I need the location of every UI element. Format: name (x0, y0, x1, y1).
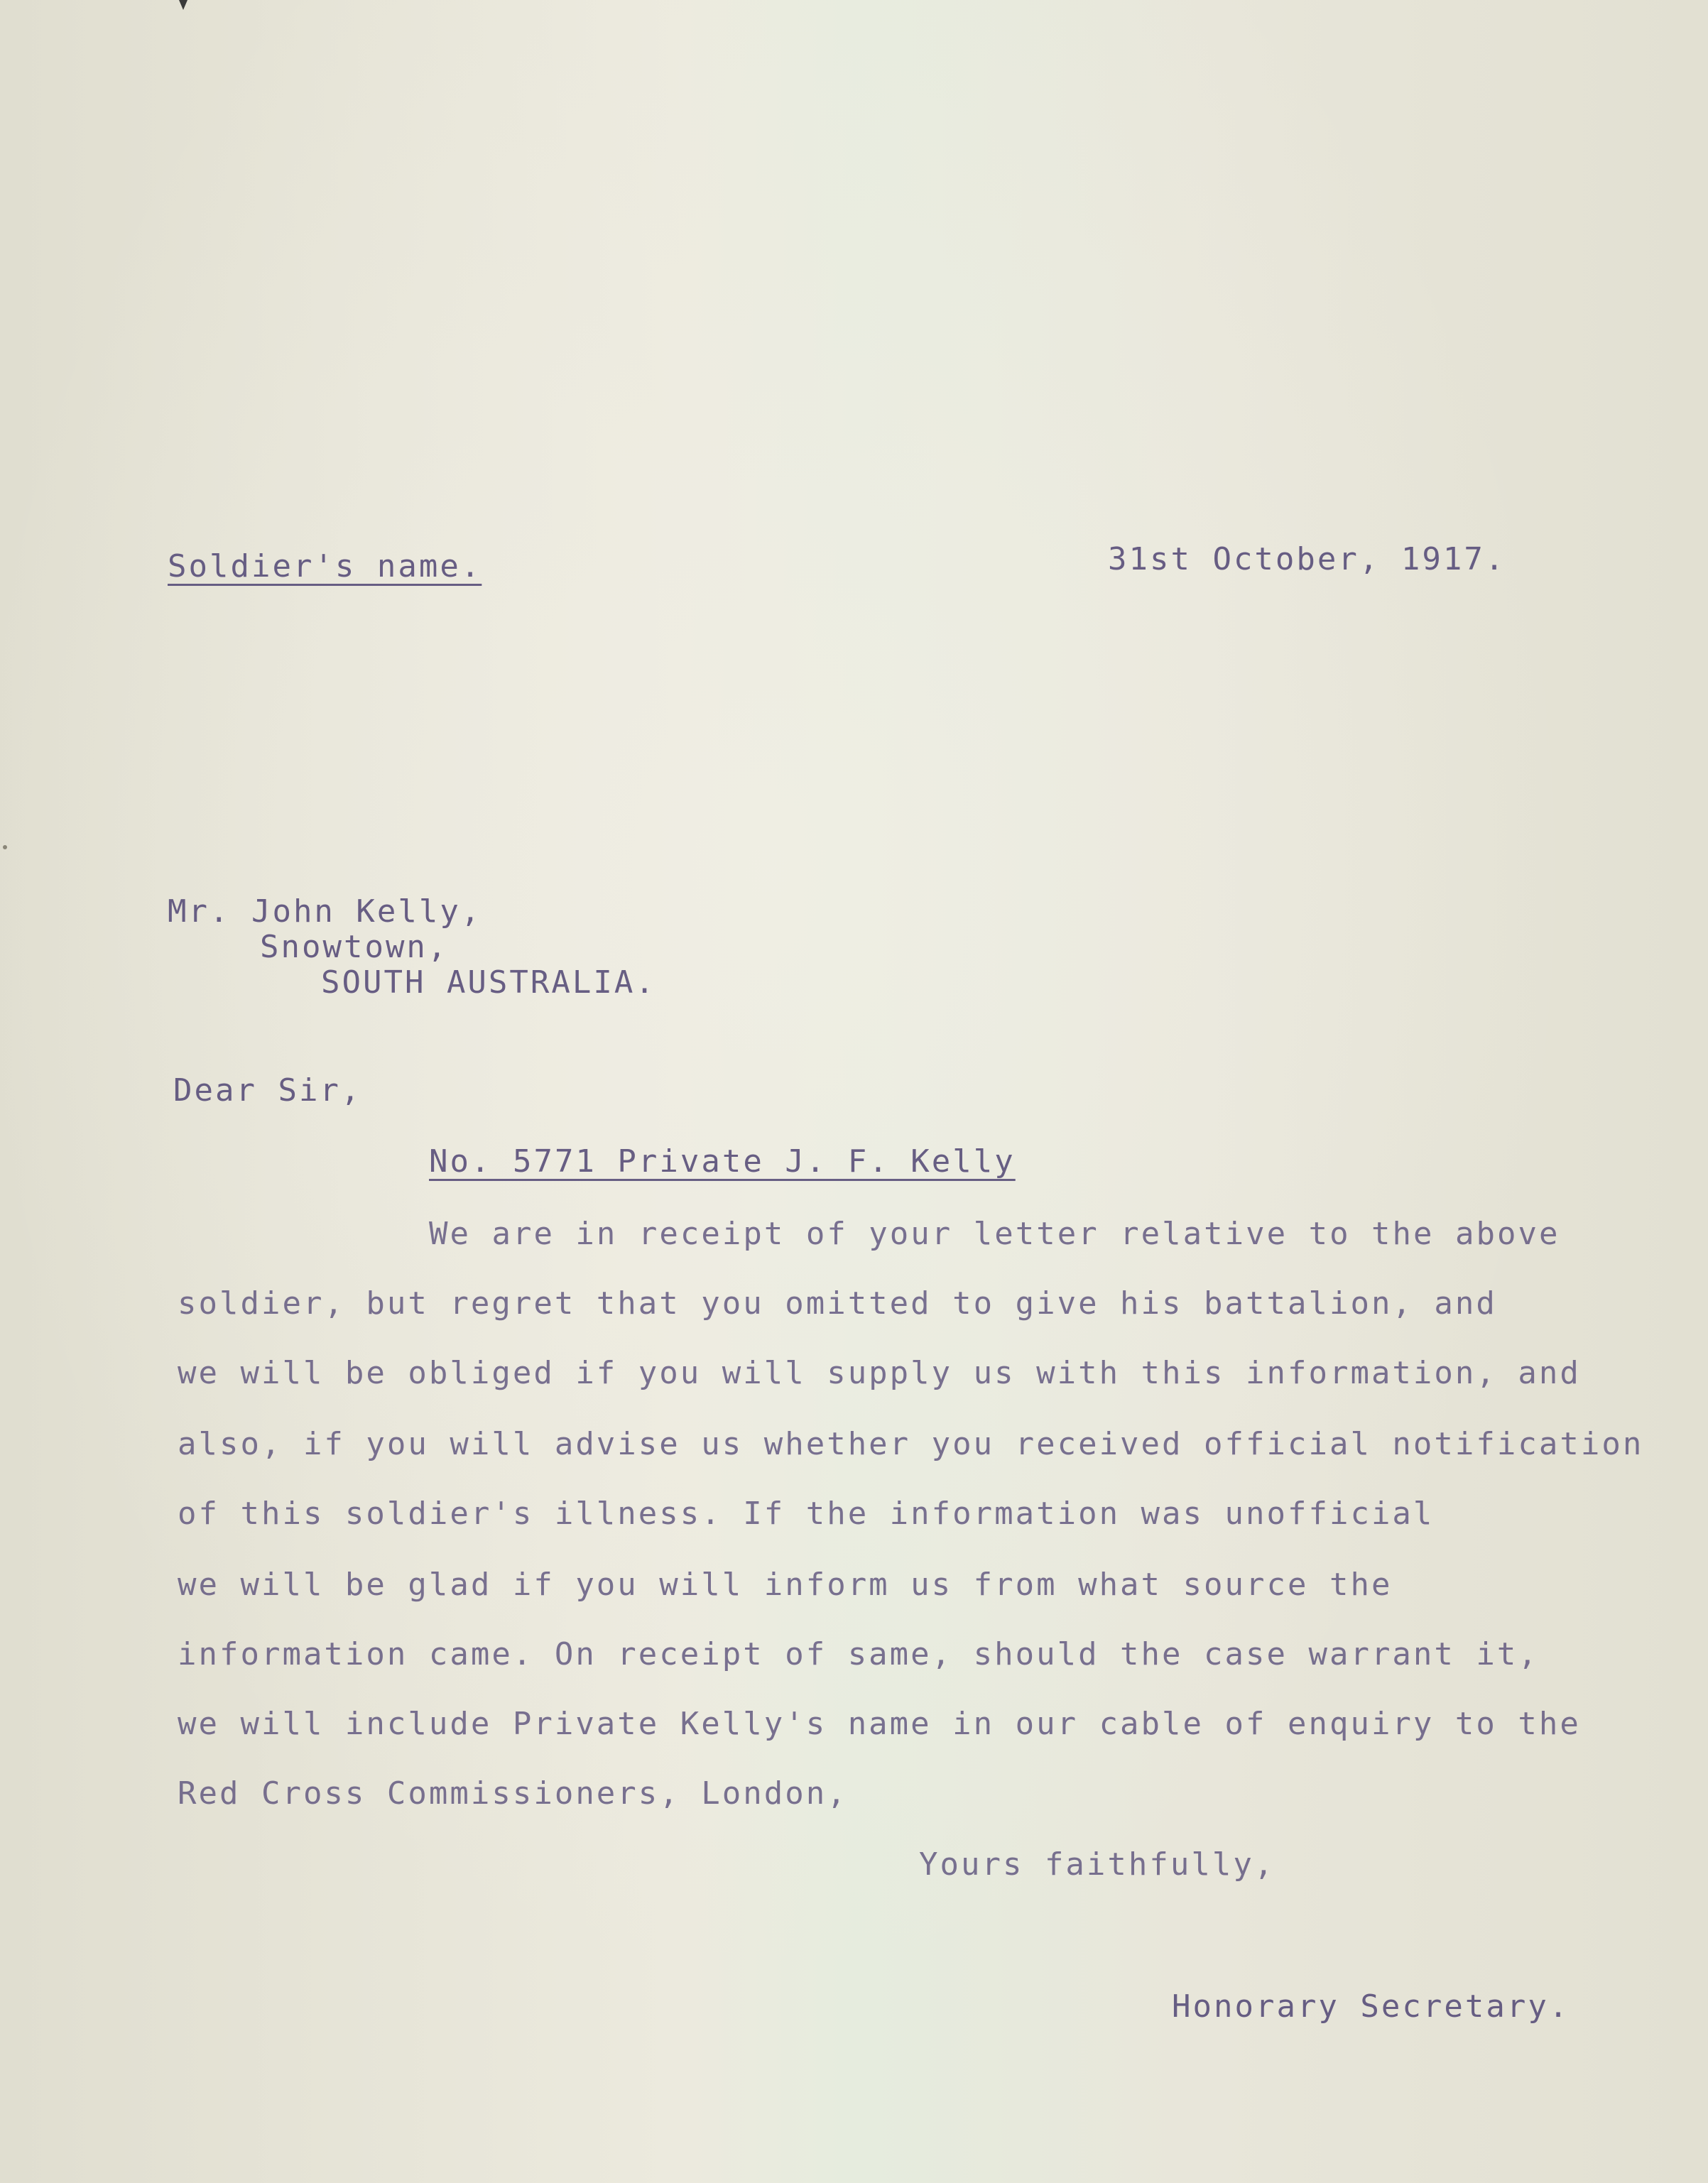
body-line-1: We are in receipt of your letter relative to the above (429, 1216, 1560, 1252)
address-town: Snowtown, (260, 929, 449, 965)
body-line-9: Red Cross Commissioners, London, (178, 1775, 848, 1812)
body-line-6: we will be glad if you will inform us from what source the (178, 1567, 1393, 1603)
soldiers-name-label: Soldier's name. (168, 548, 482, 584)
margin-mark (3, 845, 7, 849)
signature-title: Honorary Secretary. (1172, 1988, 1570, 2025)
body-line-8: we will include Private Kelly's name in our cable of enquiry to the (178, 1706, 1581, 1742)
body-line-7: information came. On receipt of same, should the case warrant it, (178, 1636, 1539, 1672)
letter-subject: No. 5771 Private J. F. Kelly (429, 1143, 1016, 1180)
corner-mark (179, 0, 187, 10)
address-state: SOUTH AUSTRALIA. (321, 964, 656, 1001)
salutation: Dear Sir, (173, 1072, 362, 1109)
letter-date: 31st October, 1917. (1108, 541, 1506, 577)
closing: Yours faithfully, (919, 1846, 1275, 1883)
body-line-2: soldier, but regret that you omitted to give his battalion, and (178, 1285, 1497, 1322)
body-line-3: we will be obliged if you will supply us with this information, and (178, 1355, 1581, 1391)
body-line-5: of this soldier's illness. If the information was unofficial (178, 1496, 1435, 1532)
address-name: Mr. John Kelly, (168, 893, 482, 930)
body-line-4: also, if you will advise us whether you received official notification (178, 1426, 1644, 1462)
